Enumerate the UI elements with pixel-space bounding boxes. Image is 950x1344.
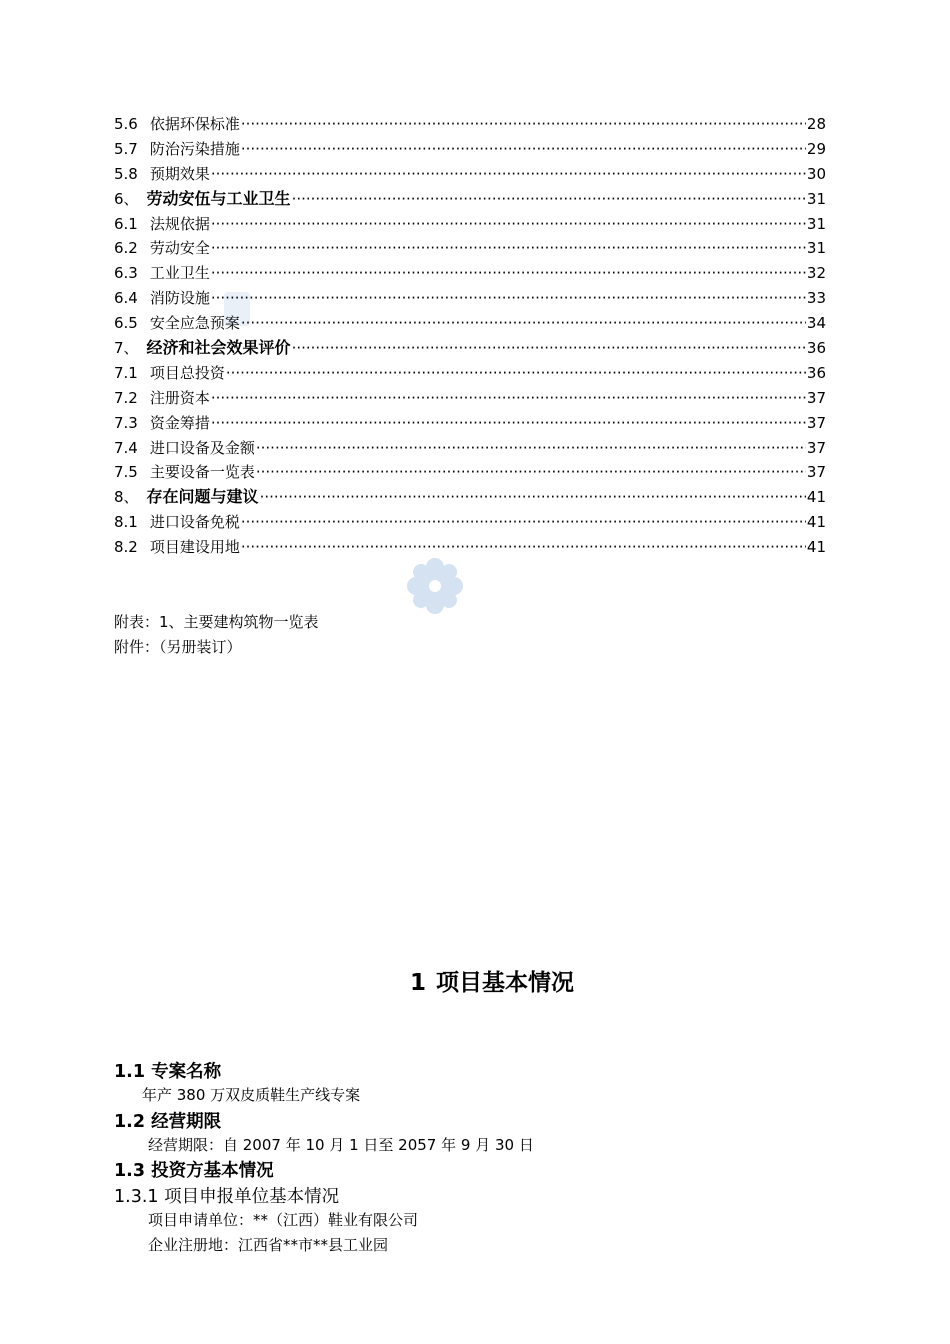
section-title: 投资方基本情况 [151,1161,274,1181]
toc-entry-page: 37 [806,463,826,482]
toc-entry-page: 34 [806,314,826,333]
toc-dot-leader [256,460,806,485]
toc-dot-leader [256,436,806,461]
toc-dot-leader [211,162,806,187]
watermark-logo [405,557,465,615]
toc-dot-leader [241,137,806,162]
toc-dot-leader [226,361,806,386]
toc-entry-title: 注册资本 [149,388,210,407]
toc-entry-page: 31 [806,189,826,208]
toc-entry-page: 41 [806,513,826,532]
toc-entry-page: 31 [806,214,826,233]
toc-entry-page: 37 [806,438,826,457]
chapter-title-text: 项目基本情况 [436,970,574,996]
toc-dot-leader [260,485,806,510]
toc-entry-number: 7.1 [114,363,138,382]
toc-entry-page: 30 [806,164,826,183]
toc-entry-number: 8.2 [114,538,138,557]
toc-entry[interactable] [114,535,826,560]
toc-dot-leader [211,236,806,261]
toc-entry[interactable] [114,162,826,187]
toc-entry-number: 7、 [114,339,139,358]
toc-dot-leader [241,112,806,137]
toc-entry[interactable] [114,411,826,436]
toc-entry[interactable] [114,187,826,212]
toc-entry[interactable] [114,212,826,237]
attachment-line: 附件：（另册装订） [114,638,242,656]
toc-entry-page: 28 [806,115,826,133]
toc-entry[interactable] [114,386,826,411]
toc-entry-title: 安全应急预案 [149,314,240,333]
applicant-unit-line: 项目申请单位：**（江西）鞋业有限公司 [148,1211,419,1229]
toc-entry-title: 资金筹措 [149,413,210,432]
toc-entry-number: 6.2 [114,239,138,258]
toc-dot-leader [292,187,806,212]
toc-entry-number: 7.2 [114,388,138,407]
toc-dot-leader [211,411,806,436]
toc-entry-title: 预期效果 [149,164,210,183]
toc-entry[interactable] [114,112,826,137]
toc-entry-page: 29 [806,139,826,158]
toc-entry-number: 5.6 [114,115,138,133]
section-1-1-text: 年产 380 万双皮质鞋生产线专案 [142,1086,361,1104]
toc-entry[interactable] [114,311,826,336]
registration-place-line: 企业注册地：江西省**市**县工业园 [148,1236,389,1254]
toc-entry-title: 主要设备一览表 [149,463,255,482]
toc-entry-title: 经济和社会效果评价 [146,338,291,358]
toc-entry[interactable] [114,485,826,510]
toc-entry-page: 33 [806,289,826,308]
toc-dot-leader [241,535,806,560]
toc-entry-page: 37 [806,413,826,432]
toc-entry-title: 消防设施 [149,289,210,308]
toc-entry-page: 36 [806,363,826,382]
toc-dot-leader [211,386,806,411]
toc-entry-number: 6.1 [114,214,138,233]
toc-entry-number: 5.8 [114,164,138,183]
section-title: 专案名称 [151,1062,222,1082]
toc-entry[interactable] [114,336,826,361]
toc-entry[interactable] [114,261,826,286]
toc-entry-title: 依据环保标准 [149,115,240,133]
toc-entry-number: 6、 [114,189,139,208]
toc-dot-leader [211,261,806,286]
table-of-contents [114,112,826,560]
toc-entry-number: 6.3 [114,264,138,283]
toc-entry-title: 法规依据 [149,214,210,233]
toc-entry-page: 32 [806,264,826,283]
toc-entry-number: 7.3 [114,413,138,432]
toc-entry-number: 5.7 [114,139,138,158]
toc-entry-title: 进口设备及金额 [149,438,255,457]
section-1-1-heading [114,1058,221,1083]
toc-entry-title: 项目建设用地 [149,538,240,557]
toc-entry-title: 劳动安伍与工业卫生 [146,188,291,208]
section-number: 1.2 [114,1112,146,1132]
toc-entry-title: 劳动安全 [149,239,210,258]
toc-entry[interactable] [114,137,826,162]
toc-entry[interactable] [114,361,826,386]
toc-entry-title: 进口设备免税 [149,513,240,532]
section-title: 项目申报单位基本情况 [164,1187,340,1207]
section-1-3-heading [114,1157,274,1182]
toc-dot-leader [241,510,806,535]
toc-entry-title: 项目总投资 [149,363,225,382]
section-number: 1.1 [114,1062,146,1082]
toc-dot-leader [292,336,806,361]
section-1-2-heading [114,1108,221,1133]
toc-entry-number: 7.4 [114,438,138,457]
toc-entry[interactable] [114,286,826,311]
section-1-3-1-heading [114,1183,339,1208]
appendix-notes [114,610,319,660]
toc-dot-leader [241,311,806,336]
toc-entry[interactable] [114,510,826,535]
toc-entry-number: 8.1 [114,513,138,532]
toc-entry-number: 6.4 [114,289,138,308]
toc-entry-title: 存在问题与建议 [146,487,259,507]
toc-entry-page: 36 [806,339,826,358]
toc-entry-page: 37 [806,388,826,407]
toc-dot-leader [211,286,806,311]
toc-entry-page: 41 [806,538,826,557]
chapter-heading [0,964,950,997]
toc-entry-number: 7.5 [114,463,138,482]
toc-entry-title: 防治污染措施 [149,139,240,158]
section-number: 1.3.1 [114,1187,159,1207]
section-1-2-text: 经营期限：自 2007 年 10 月 1 日至 2057 年 9 月 30 日 [148,1136,534,1154]
toc-entry-page: 41 [806,488,826,507]
toc-entry-number: 8、 [114,488,139,507]
toc-entry[interactable] [114,436,826,461]
toc-entry[interactable] [114,236,826,261]
chapter-number: 1 [409,970,426,996]
toc-dot-leader [211,212,806,237]
toc-entry-page: 31 [806,239,826,258]
toc-entry[interactable] [114,460,826,485]
toc-entry-title: 工业卫生 [149,264,210,283]
section-number: 1.3 [114,1161,146,1181]
appendix-table-line: 附表：1、主要建构筑物一览表 [114,613,319,631]
toc-entry-number: 6.5 [114,314,138,333]
section-title: 经营期限 [151,1112,222,1132]
